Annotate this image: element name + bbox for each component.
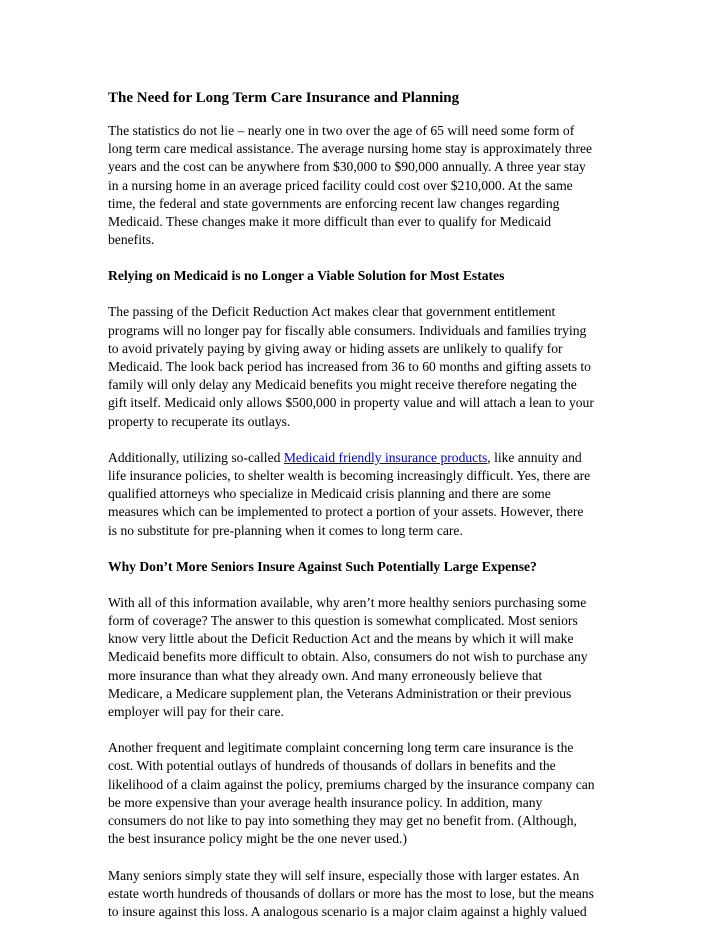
text-line: estate worth hundreds of thousands of dollars or more has the most to lose, but the means [108, 885, 594, 901]
text-line: cost. With potential outlays of hundreds of thousands of dollars in benefits and the [108, 758, 556, 774]
text-line: property to recuperate its outlays. [108, 413, 291, 429]
section-heading-seniors: Why Don’t More Seniors Insure Against Such Potentially Large Expense? [108, 558, 537, 574]
deficit-reduction-paragraph [108, 303, 628, 430]
text-line: more insurance than what they already own. And many erroneously believe that [108, 667, 543, 683]
section-heading-medicaid: Relying on Medicaid is no Longer a Viable Solution for Most Estates [108, 268, 505, 284]
text-line: is no substitute for pre-planning when it comes to long term care. [108, 522, 463, 538]
text-line: to insure against this loss. A analogous scenario is a major claim against a highly valued [108, 903, 587, 919]
text-line: employer will pay for their care. [108, 704, 284, 720]
text-line: be more expensive than your average health insurance policy. In addition, many [108, 794, 543, 810]
text-line: Medicaid. The look back period has increased from 36 to 60 months and gifting assets to [108, 359, 591, 375]
medicaid-friendly-products-link[interactable]: Medicaid friendly insurance products [283, 449, 488, 465]
text-fragment: , like annuity and [487, 449, 582, 465]
text-fragment: Additionally, utilizing so-called [108, 449, 284, 465]
intro-paragraph [108, 122, 628, 249]
document-title: The Need for Long Term Care Insurance and Planning [108, 90, 460, 106]
text-line: in a nursing home in an average priced facility could cost over $210,000. At the same [108, 177, 573, 193]
self-insure-paragraph [108, 867, 628, 922]
text-line: benefits. [108, 232, 155, 248]
text-line: The statistics do not lie – nearly one in two over the age of 65 will need some form of [108, 123, 575, 138]
text-line: to avoid privately paying by giving away or hiding assets are unlikely to qualify for [108, 340, 563, 356]
document-page [108, 88, 628, 939]
insurance-products-paragraph [108, 449, 628, 540]
text-line: measures which can be implemented to protect a portion of your assets. However, there [108, 504, 584, 520]
text-line: form of coverage? The answer to this question is somewhat complicated. Most seniors [108, 613, 578, 629]
text-line: programs will no longer pay for fiscally able consumers. Individuals and families trying [108, 322, 587, 338]
text-line: consumers do not like to pay into something they may get no benefit from. (Although, [108, 813, 577, 829]
text-line: know very little about the Deficit Reduction Act and the means by which it will make [108, 631, 574, 647]
text-line: gift itself. Medicaid only allows $500,000 in property value and will attach a lean to your [108, 395, 594, 411]
text-line: Medicaid benefits more difficult to obtain. Also, consumers do not wish to purchase any [108, 649, 588, 665]
text-line: qualified attorneys who specialize in Medicaid crisis planning and there are some [108, 486, 551, 502]
text-line: time, the federal and state governments are enforcing recent law changes regarding [108, 195, 560, 211]
text-line: long term care medical assistance. The average nursing home stay is approximately three [108, 141, 593, 157]
text-line: Medicare, a Medicare supplement plan, the Veterans Administration or their previous [108, 685, 572, 701]
text-line: The passing of the Deficit Reduction Act makes clear that government entitlement [108, 304, 556, 320]
cost-complaint-paragraph [108, 739, 628, 848]
text-line: Many seniors simply state they will self insure, especially those with larger estates. An [108, 867, 580, 883]
text-line: Another frequent and legitimate complaint concerning long term care insurance is the [108, 740, 574, 756]
text-line: With all of this information available, why aren’t more healthy seniors purchasing some [108, 594, 587, 610]
text-line: Medicaid. These changes make it more difficult than ever to qualify for Medicaid [108, 214, 552, 230]
seniors-coverage-paragraph [108, 594, 628, 721]
text-line [108, 449, 628, 467]
text-line: likelihood of a claim against the policy, premiums charged by the insurance company can [108, 776, 595, 792]
text-line: life insurance policies, to shelter wealth is becoming increasingly difficult. Yes, there are [108, 468, 591, 484]
text-line: the best insurance policy might be the one never used.) [108, 831, 407, 847]
text-line: family will only delay any Medicaid benefits you might receive therefore negating the [108, 377, 577, 393]
text-line: years and the cost can be anywhere from $30,000 to $90,000 annually. A three year stay [108, 159, 586, 175]
